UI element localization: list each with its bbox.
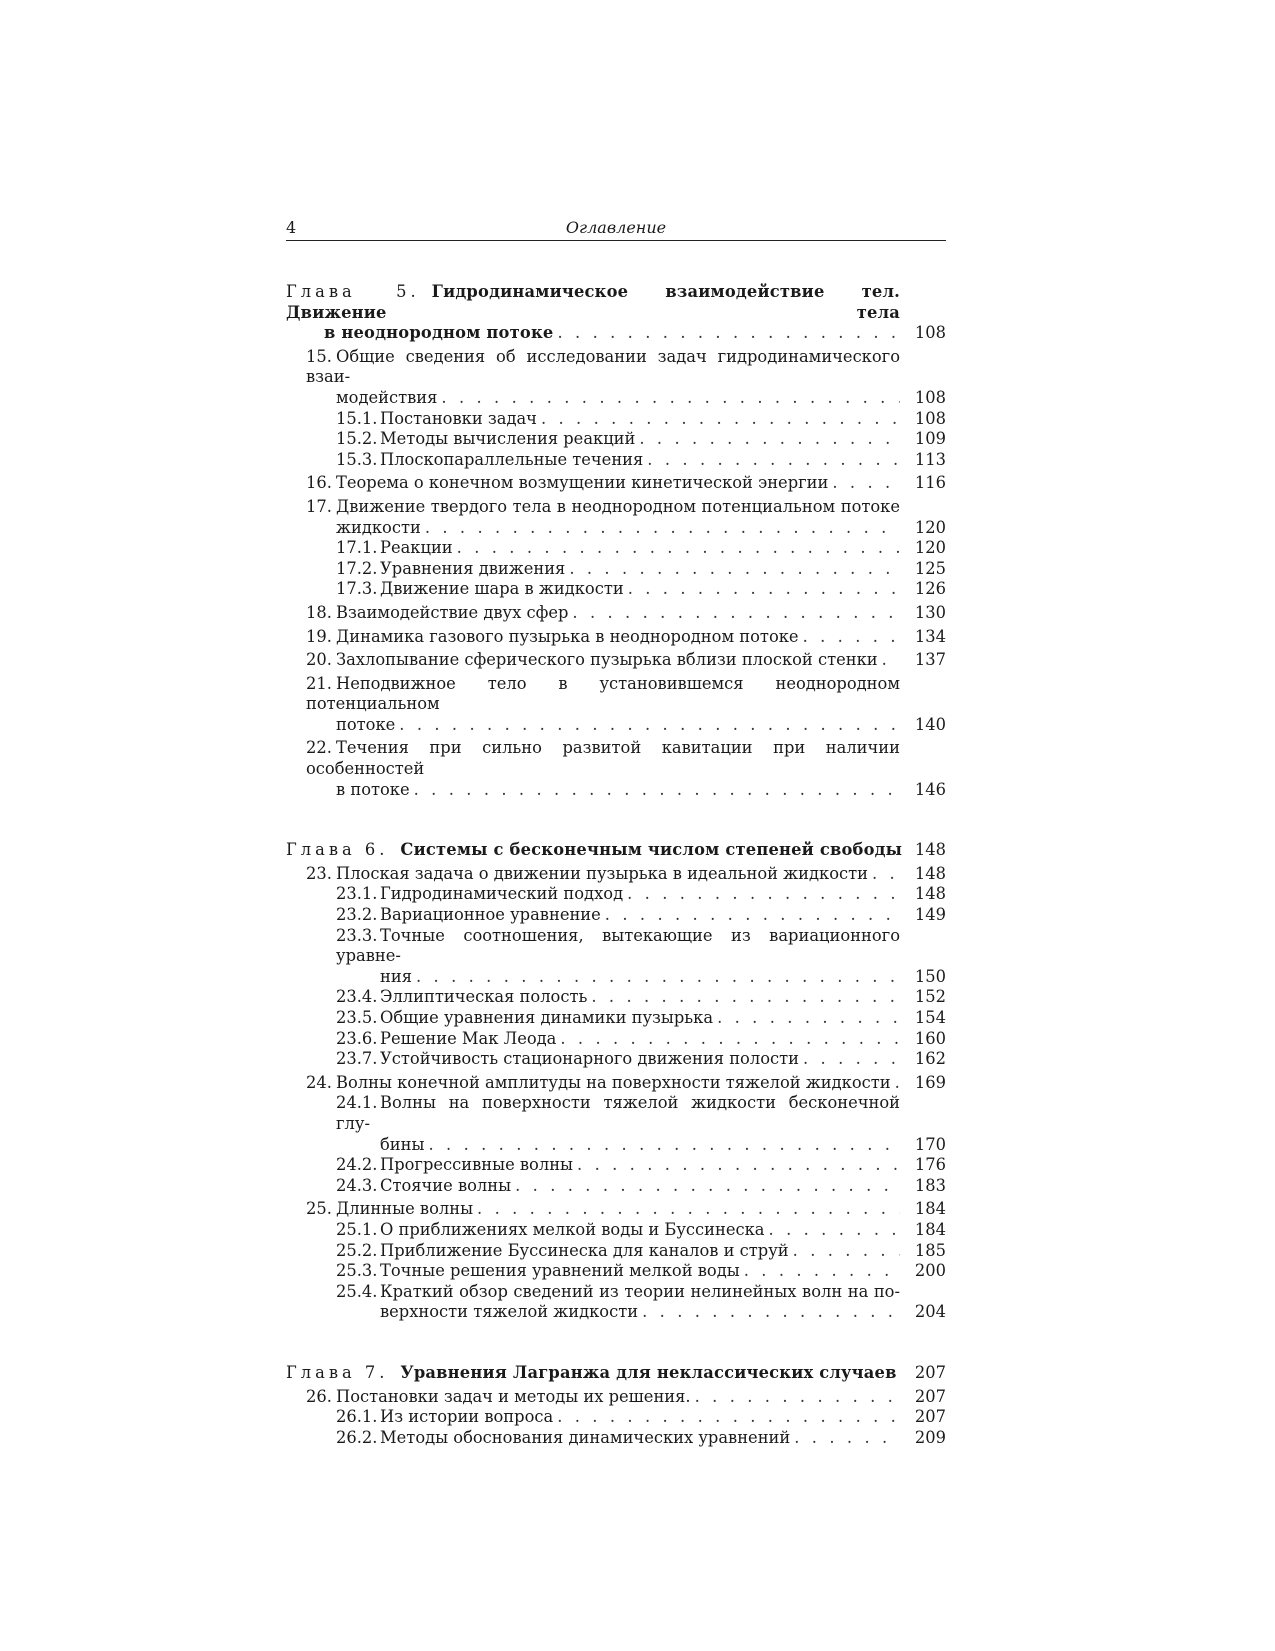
page-ref: 140 bbox=[914, 714, 946, 734]
page-ref: 137 bbox=[914, 650, 946, 670]
entry-title: Динамика газового пузырька в неоднородном потоке bbox=[336, 626, 799, 646]
page-ref: 148 bbox=[914, 840, 946, 860]
entry-title: Прогрессивные волны bbox=[380, 1155, 574, 1175]
leader-dots bbox=[803, 627, 900, 648]
leader-dots bbox=[557, 1407, 900, 1428]
entry-number: 22. bbox=[306, 738, 332, 758]
entry-number: 23. bbox=[306, 863, 332, 883]
entry-number: Глава 7. bbox=[286, 1362, 389, 1382]
page-ref: 152 bbox=[914, 987, 946, 1007]
entry-line bbox=[306, 1387, 900, 1408]
entry-title-cont: верхности тяжелой жидкости bbox=[380, 1302, 639, 1322]
entry-title: Вариационное уравнение bbox=[380, 905, 601, 925]
page-ref: 162 bbox=[914, 1049, 946, 1069]
leader-dots bbox=[399, 715, 900, 736]
entry-number: 24.1. bbox=[336, 1093, 378, 1113]
entry-title: Решение Мак Леода bbox=[380, 1028, 557, 1048]
leader-dots bbox=[560, 1029, 900, 1050]
entry-line bbox=[336, 1261, 900, 1282]
entry-title: Точные соотношения, вытекающие из вариационного уравне- bbox=[336, 925, 900, 966]
entry-line bbox=[336, 1008, 900, 1029]
entry-title-cont: ния bbox=[380, 966, 412, 986]
page-ref: 148 bbox=[914, 863, 946, 883]
entry-title: Неподвижное тело в установившемся неоднородном потенциальном bbox=[306, 673, 900, 714]
entry-number: 16. bbox=[306, 473, 332, 493]
leader-dots bbox=[425, 518, 900, 539]
subsection-entry bbox=[286, 1008, 946, 1029]
entry-line bbox=[336, 1428, 900, 1449]
subsection-entry bbox=[286, 1049, 946, 1070]
leader-dots bbox=[541, 409, 900, 430]
entry-number: 26.2. bbox=[336, 1427, 378, 1447]
entry-number: 23.5. bbox=[336, 1008, 378, 1027]
leader-dots bbox=[639, 429, 900, 450]
section-entry bbox=[286, 497, 946, 538]
page-ref: 130 bbox=[914, 602, 946, 622]
entry-line bbox=[306, 347, 900, 388]
entry-number: 25.4. bbox=[336, 1281, 378, 1301]
page-ref: 184 bbox=[914, 1199, 946, 1219]
leader-dots bbox=[895, 1073, 900, 1094]
running-title: Оглавление bbox=[565, 218, 667, 237]
leader-dots bbox=[557, 323, 900, 344]
entry-line bbox=[306, 715, 900, 736]
leader-dots bbox=[416, 967, 900, 988]
entry-number: 23.3. bbox=[336, 925, 378, 945]
subsection-entry bbox=[286, 905, 946, 926]
entry-line bbox=[306, 497, 900, 518]
entry-line bbox=[306, 627, 900, 648]
entry-title: Плоская задача о движении пузырька в идеальной жидкости bbox=[336, 863, 868, 883]
entry-title: Гидродинамическое взаимодействие тел. Движение тела bbox=[286, 282, 900, 322]
entry-title: О приближениях мелкой воды и Буссинеска bbox=[380, 1219, 765, 1239]
entry-number: 25.3. bbox=[336, 1261, 378, 1281]
section-entry bbox=[286, 473, 946, 494]
page-ref: 209 bbox=[914, 1427, 946, 1447]
entry-number: 25.1. bbox=[336, 1219, 378, 1239]
subsection-entry bbox=[286, 1241, 946, 1262]
page bbox=[286, 218, 946, 1448]
table-of-contents bbox=[286, 282, 946, 1448]
entry-line bbox=[336, 1093, 900, 1134]
page-ref: 125 bbox=[914, 558, 946, 578]
entry-line bbox=[336, 1176, 900, 1197]
entry-title: Движение твердого тела в неоднородном потенциальном потоке bbox=[336, 496, 900, 516]
entry-title-cont: бины bbox=[380, 1134, 425, 1154]
entry-title: Точные решения уравнений мелкой воды bbox=[380, 1261, 740, 1281]
entry-number: Глава 6. bbox=[286, 840, 389, 860]
entry-title: Методы вычисления реакций bbox=[380, 429, 636, 449]
entry-title: Методы обоснования динамических уравнений bbox=[380, 1427, 791, 1447]
page-ref: 150 bbox=[914, 966, 946, 986]
entry-number: 19. bbox=[306, 626, 332, 646]
entry-title: Общие уравнения динамики пузырька bbox=[380, 1008, 714, 1027]
entry-line bbox=[336, 409, 900, 430]
page-ref: 154 bbox=[914, 1008, 946, 1027]
entry-title: Волны на поверхности тяжелой жидкости бесконечной глу- bbox=[336, 1093, 900, 1133]
entry-title: Взаимодействие двух сфер bbox=[336, 602, 569, 622]
entry-title: Устойчивость стационарного движения полости bbox=[380, 1049, 799, 1069]
page-ref: 200 bbox=[914, 1261, 946, 1281]
entry-line bbox=[336, 1155, 900, 1176]
entry-line bbox=[336, 579, 900, 600]
page-ref: 149 bbox=[914, 905, 946, 925]
entry-line bbox=[306, 1073, 900, 1094]
entry-title: Гидродинамический подход bbox=[380, 884, 624, 904]
entry-title: Движение шара в жидкости bbox=[380, 579, 624, 599]
leader-dots bbox=[628, 579, 900, 600]
subsection-entry bbox=[286, 559, 946, 580]
entry-title: Теорема о конечном возмущении кинетической энергии bbox=[336, 473, 829, 493]
entry-line bbox=[336, 1282, 900, 1303]
leader-dots bbox=[647, 450, 900, 471]
section-entry bbox=[286, 1387, 946, 1408]
entry-number: 15.2. bbox=[336, 429, 378, 449]
entry-title: Постановки задач и методы их решения. bbox=[336, 1386, 691, 1406]
entry-number: 23.4. bbox=[336, 987, 378, 1007]
subsection-entry bbox=[286, 926, 946, 988]
entry-title: Общие сведения об исследовании задач гидродинамического взаи- bbox=[306, 346, 900, 387]
entry-line bbox=[336, 1135, 900, 1156]
entry-title-cont: в потоке bbox=[336, 779, 410, 799]
leader-dots bbox=[577, 1155, 900, 1176]
entry-line bbox=[306, 518, 900, 539]
entry-line bbox=[286, 282, 900, 323]
entry-number: 18. bbox=[306, 602, 332, 622]
page-ref: 108 bbox=[914, 323, 946, 343]
page-ref: 160 bbox=[914, 1028, 946, 1048]
chapter-block bbox=[286, 1363, 946, 1448]
entry-title-cont: жидкости bbox=[336, 517, 421, 537]
subsection-entry bbox=[286, 1428, 946, 1449]
leader-dots bbox=[515, 1176, 900, 1197]
entry-number: 24.2. bbox=[336, 1155, 378, 1175]
entry-number: 23.2. bbox=[336, 905, 378, 925]
entry-title: Уравнения Лагранжа для неклассических случаев bbox=[400, 1362, 897, 1382]
page-ref: 183 bbox=[914, 1175, 946, 1195]
leader-dots bbox=[642, 1302, 900, 1323]
entry-title: Плоскопараллельные течения bbox=[380, 449, 644, 469]
subsection-entry bbox=[286, 429, 946, 450]
page-ref: 108 bbox=[914, 387, 946, 407]
entry-line bbox=[336, 1407, 900, 1428]
leader-dots bbox=[803, 1049, 900, 1070]
entry-title: Длинные волны bbox=[336, 1199, 474, 1219]
subsection-entry bbox=[286, 1155, 946, 1176]
subsection-entry bbox=[286, 450, 946, 471]
leader-dots bbox=[441, 388, 900, 409]
entry-number: 23.6. bbox=[336, 1028, 378, 1048]
entry-line bbox=[306, 650, 900, 671]
leader-dots bbox=[769, 1220, 900, 1241]
page-ref: 120 bbox=[914, 538, 946, 558]
entry-title: Стоячие волны bbox=[380, 1175, 512, 1195]
section-entry bbox=[286, 674, 946, 736]
chapter-heading bbox=[286, 1363, 946, 1384]
section-entry bbox=[286, 1073, 946, 1094]
entry-number: 26. bbox=[306, 1386, 332, 1406]
entry-line bbox=[336, 987, 900, 1008]
entry-number: 17.3. bbox=[336, 579, 378, 599]
subsection-entry bbox=[286, 409, 946, 430]
section-entry bbox=[286, 1199, 946, 1220]
entry-number: 20. bbox=[306, 650, 332, 670]
entry-line bbox=[336, 967, 900, 988]
entry-title: Постановки задач bbox=[380, 408, 537, 428]
chapter-heading bbox=[286, 282, 946, 344]
running-head bbox=[286, 218, 946, 241]
leader-dots bbox=[832, 473, 900, 494]
subsection-entry bbox=[286, 1029, 946, 1050]
entry-line bbox=[286, 840, 903, 861]
page-ref: 146 bbox=[914, 779, 946, 799]
page-number: 4 bbox=[286, 218, 297, 237]
entry-line bbox=[336, 1220, 900, 1241]
page-ref: 207 bbox=[914, 1386, 946, 1406]
page-ref: 185 bbox=[914, 1240, 946, 1260]
subsection-entry bbox=[286, 1176, 946, 1197]
entry-line bbox=[336, 450, 900, 471]
subsection-entry bbox=[286, 1093, 946, 1155]
section-entry bbox=[286, 347, 946, 409]
leader-dots bbox=[794, 1428, 900, 1449]
entry-line bbox=[336, 1029, 900, 1050]
entry-title: Приближение Буссинеска для каналов и струй bbox=[380, 1240, 789, 1260]
entry-title: Из истории вопроса bbox=[380, 1407, 554, 1427]
entry-number: 23.7. bbox=[336, 1049, 378, 1069]
entry-number: 15.1. bbox=[336, 408, 378, 428]
entry-line bbox=[306, 864, 900, 885]
entry-line bbox=[336, 926, 900, 967]
page-ref: 170 bbox=[914, 1134, 946, 1154]
entry-line bbox=[336, 1049, 900, 1070]
entry-line bbox=[336, 559, 900, 580]
leader-dots bbox=[882, 650, 900, 671]
page-ref: 113 bbox=[914, 449, 946, 469]
page-ref: 120 bbox=[914, 517, 946, 537]
entry-line bbox=[336, 905, 900, 926]
subsection-entry bbox=[286, 1261, 946, 1282]
page-ref: 109 bbox=[914, 429, 946, 449]
subsection-entry bbox=[286, 1282, 946, 1323]
page-ref: 176 bbox=[914, 1155, 946, 1175]
entry-number: 25.2. bbox=[336, 1240, 378, 1260]
entry-title-cont: в неоднородном потоке bbox=[324, 323, 554, 343]
entry-line bbox=[286, 1363, 900, 1384]
chapter-block bbox=[286, 840, 946, 1323]
entry-line bbox=[286, 323, 900, 344]
subsection-entry bbox=[286, 538, 946, 559]
leader-dots bbox=[627, 884, 900, 905]
page-ref: 207 bbox=[914, 1407, 946, 1427]
entry-number: 17.1. bbox=[336, 538, 378, 558]
leader-dots bbox=[569, 559, 900, 580]
chapter-block bbox=[286, 282, 946, 800]
entry-number: 17. bbox=[306, 496, 332, 516]
page-ref: 134 bbox=[914, 626, 946, 646]
page-ref: 184 bbox=[914, 1219, 946, 1239]
entry-title: Захлопывание сферического пузырька вблизи плоской стенки bbox=[336, 650, 878, 670]
section-entry bbox=[286, 603, 946, 624]
entry-number: 21. bbox=[306, 673, 332, 693]
entry-line bbox=[336, 429, 900, 450]
entry-title: Краткий обзор сведений из теории нелинейных волн на по- bbox=[380, 1281, 900, 1301]
leader-dots bbox=[695, 1387, 900, 1408]
chapter-heading bbox=[286, 840, 946, 861]
entry-title-cont: модействия bbox=[336, 387, 438, 407]
leader-dots bbox=[572, 603, 900, 624]
subsection-entry bbox=[286, 579, 946, 600]
entry-line bbox=[306, 388, 900, 409]
section-entry bbox=[286, 738, 946, 800]
page-ref: 148 bbox=[914, 884, 946, 904]
section-entry bbox=[286, 864, 946, 885]
subsection-entry bbox=[286, 1220, 946, 1241]
entry-number: 17.2. bbox=[336, 558, 378, 578]
entry-number: Глава 5. bbox=[286, 282, 420, 301]
entry-title: Системы с бесконечным числом степеней свободы bbox=[400, 840, 903, 860]
leader-dots bbox=[591, 987, 900, 1008]
leader-dots bbox=[414, 780, 900, 801]
page-ref: 207 bbox=[914, 1362, 946, 1382]
leader-dots bbox=[605, 905, 900, 926]
entry-title: Реакции bbox=[380, 538, 453, 558]
entry-title: Течения при сильно развитой кавитации при наличии особенностей bbox=[306, 738, 900, 779]
subsection-entry bbox=[286, 884, 946, 905]
entry-number: 25. bbox=[306, 1199, 332, 1219]
page-ref: 108 bbox=[914, 408, 946, 428]
entry-line bbox=[306, 473, 900, 494]
entry-number: 24. bbox=[306, 1072, 332, 1092]
entry-title: Уравнения движения bbox=[380, 558, 566, 578]
leader-dots bbox=[872, 864, 900, 885]
entry-number: 15.3. bbox=[336, 449, 378, 469]
page-ref: 204 bbox=[914, 1302, 946, 1322]
leader-dots bbox=[793, 1241, 900, 1262]
entry-line bbox=[336, 538, 900, 559]
entry-title: Эллиптическая полость bbox=[380, 987, 588, 1007]
entry-title: Волны конечной амплитуды на поверхности тяжелой жидкости bbox=[336, 1072, 891, 1092]
entry-line bbox=[336, 1241, 900, 1262]
entry-number: 23.1. bbox=[336, 884, 378, 904]
entry-line bbox=[306, 1199, 900, 1220]
entry-line bbox=[306, 780, 900, 801]
subsection-entry bbox=[286, 987, 946, 1008]
entry-number: 26.1. bbox=[336, 1407, 378, 1427]
leader-dots bbox=[477, 1199, 900, 1220]
entry-number: 15. bbox=[306, 346, 332, 366]
page-ref: 116 bbox=[914, 473, 946, 493]
leader-dots bbox=[744, 1261, 900, 1282]
entry-line bbox=[306, 738, 900, 779]
leader-dots bbox=[428, 1135, 900, 1156]
subsection-entry bbox=[286, 1407, 946, 1428]
entry-line bbox=[306, 603, 900, 624]
leader-dots bbox=[717, 1008, 900, 1029]
entry-line bbox=[336, 1302, 900, 1323]
entry-title-cont: потоке bbox=[336, 714, 396, 734]
entry-line bbox=[336, 884, 900, 905]
entry-number: 24.3. bbox=[336, 1175, 378, 1195]
section-entry bbox=[286, 627, 946, 648]
page-ref: 126 bbox=[914, 579, 946, 599]
page-ref: 169 bbox=[914, 1072, 946, 1092]
leader-dots bbox=[457, 538, 900, 559]
section-entry bbox=[286, 650, 946, 671]
entry-line bbox=[306, 674, 900, 715]
